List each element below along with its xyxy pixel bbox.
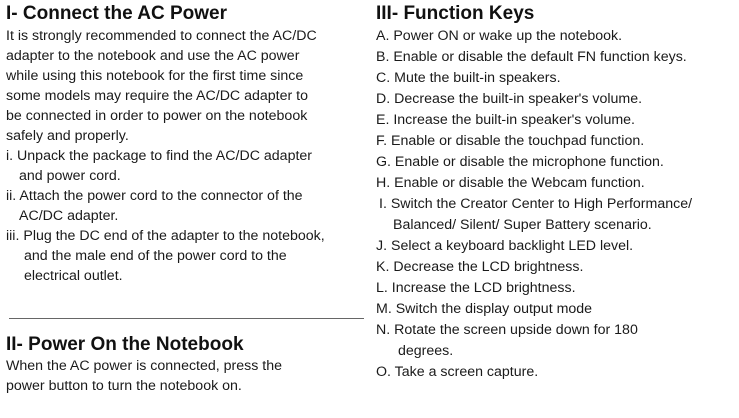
section-divider	[9, 318, 364, 319]
list-item: F. Enable or disable the touchpad function.	[376, 133, 645, 149]
list-item: C. Mute the built-in speakers.	[376, 70, 561, 86]
list-item	[6, 146, 366, 186]
list-item: G. Enable or disable the microphone function.	[376, 154, 664, 170]
list-item: O. Take a screen capture.	[376, 364, 539, 380]
list-item: H. Enable or disable the Webcam function.	[376, 175, 645, 191]
paragraph-line: some models may require the AC/DC adapter to	[6, 88, 309, 104]
list-item	[376, 320, 739, 362]
item-text-continued: degrees.	[398, 343, 454, 359]
step-text-continued: and power cord.	[19, 168, 121, 184]
list-item: B. Enable or disable the default FN function keys.	[376, 49, 687, 65]
section-title: III- Function Keys	[376, 3, 535, 24]
paragraph-line: power button to turn the notebook on.	[6, 378, 242, 394]
step-text: Unpack the package to find the AC/DC adapter	[17, 148, 313, 164]
list-item: A. Power ON or wake up the notebook.	[376, 28, 623, 44]
paragraph-line: safely and properly.	[6, 128, 129, 144]
list-item	[376, 194, 739, 236]
list-item: D. Decrease the built-in speaker's volume.	[376, 91, 643, 107]
section-title: I- Connect the AC Power	[6, 3, 227, 24]
item-text: I. Switch the Creator Center to High Performance/	[379, 196, 693, 212]
paragraph-line: It is strongly recommended to connect the AC/DC	[6, 28, 317, 44]
section-title: II- Power On the Notebook	[6, 334, 244, 355]
list-item: K. Decrease the LCD brightness.	[376, 259, 584, 275]
paragraph-line: When the AC power is connected, press the	[6, 358, 283, 374]
list-item	[6, 186, 366, 226]
step-text-continued: electrical outlet.	[24, 268, 123, 284]
step-text: Plug the DC end of the adapter to the notebook,	[23, 228, 325, 244]
step-text: Attach the power cord to the connector of the	[19, 188, 303, 204]
item-text-continued: Balanced/ Silent/ Super Battery scenario.	[393, 217, 652, 233]
list-item: E. Increase the built-in speaker's volume.	[376, 112, 635, 128]
step-text-continued: AC/DC adapter.	[19, 208, 119, 224]
function-key-list	[376, 26, 739, 383]
section-paragraph	[6, 26, 366, 146]
step-label: i.	[6, 148, 14, 164]
step-label: ii.	[6, 188, 17, 204]
paragraph-line: be connected in order to power on the notebook	[6, 108, 308, 124]
item-text: N. Rotate the screen upside down for 180	[376, 322, 638, 338]
step-label: iii.	[6, 228, 20, 244]
step-text-continued: and the male end of the power cord to the	[24, 248, 287, 264]
list-item	[6, 226, 366, 286]
list-item: M. Switch the display output mode	[376, 301, 593, 317]
paragraph-line: while using this notebook for the first time since	[6, 68, 304, 84]
paragraph-line: adapter to the notebook and use the AC power	[6, 48, 300, 64]
steps-list	[6, 146, 366, 286]
list-item: J. Select a keyboard backlight LED level.	[376, 238, 634, 254]
section-paragraph	[6, 356, 366, 396]
list-item: L. Increase the LCD brightness.	[376, 280, 576, 296]
